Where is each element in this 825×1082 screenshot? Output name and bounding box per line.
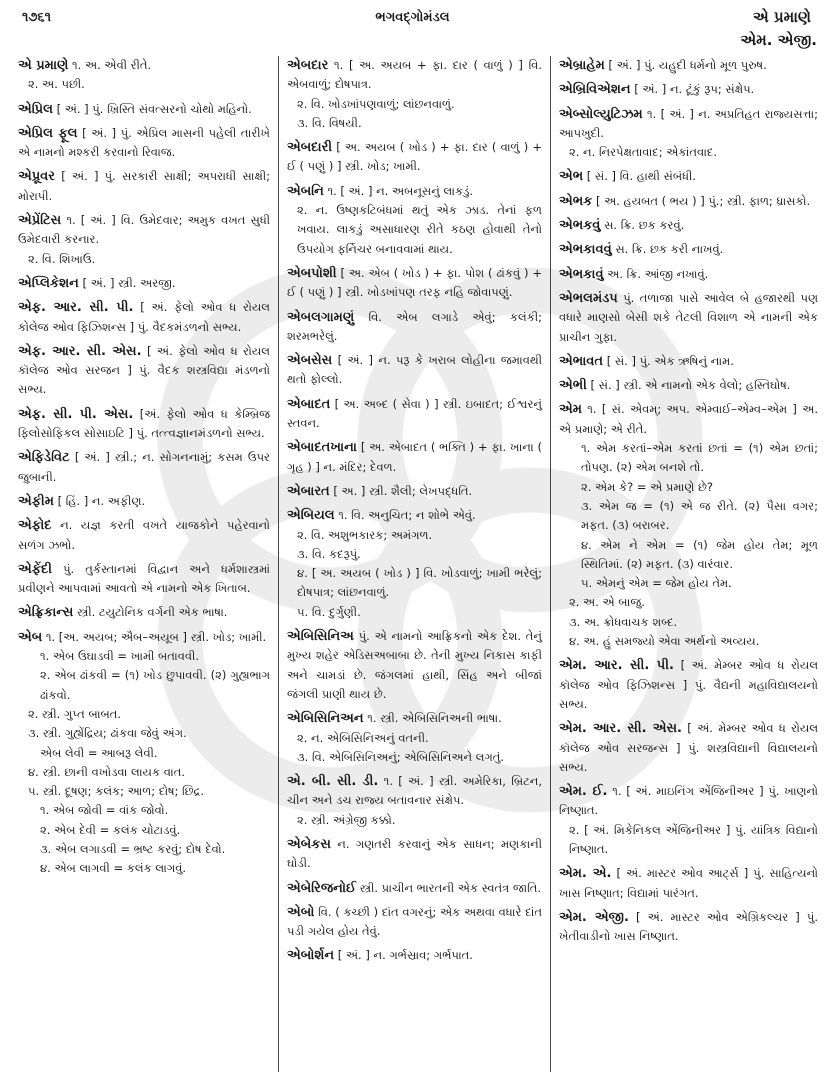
definition: ૧. [ અં. ] ન. અપ્રતિહત રાજ્યસત્તા; આપખુદી. [559, 106, 818, 140]
dictionary-entry [559, 908, 818, 947]
headword: એબાદત [287, 396, 331, 412]
definition: [ અં. ] સ્ત્રી. અરજી. [82, 275, 176, 290]
dictionary-entry [18, 405, 270, 444]
dictionary-entry [287, 56, 542, 133]
headword: એબ [18, 629, 43, 645]
headword: એ પ્રમાણે [18, 58, 69, 73]
headword: એબ્રાહેમ [559, 58, 605, 73]
sub-sense: ૨. ન. એબિસિનિઅનું વતની. [297, 730, 429, 745]
definition: પું. તુર્કસ્તાનમાં વિદ્વાન અને ધર્મશાસ્ત્રમાં પ્રવીણને આપવામાં આવતો એ નામનો એક ખિતાબ. [18, 561, 270, 596]
sub-sense: ૪. સ્ત્રી. છાની વખોડવા લાયક વાત. [28, 764, 185, 779]
sub-sense: ૩. સ્ત્રી. ગુહ્યેંદ્રિય; ઢાંકવા જેવું અંગ. [28, 726, 187, 741]
sub-sense: ૨. [ અં. મિકેનિકલ એંજિનીઅર ] પું. યાંત્રિક વિદ્યાનો નિષ્ણાત. [569, 822, 818, 856]
sub-sense: ૨. ન. નિરપેક્ષતાવાદ; એકાંતવાદ. [569, 145, 718, 160]
dictionary-entry [287, 709, 542, 767]
dictionary-entry [559, 105, 818, 163]
headword: એમ. આર. સી. એસ. [559, 721, 682, 737]
dictionary-entry [287, 835, 542, 874]
definition: [ અં. ] પું. સરકારી સાક્ષી; અપરાધી સાક્ષી; મોરાપી. [18, 169, 270, 203]
book-title: ભગવદ્ગોમંડલ [375, 10, 450, 25]
sub-sense: ૫. સ્ત્રી. દૂષણ; કલંક; આળ; દોષ; છિદ્ર. [28, 784, 205, 799]
headword: એબો [287, 904, 315, 920]
dictionary-entry [287, 308, 542, 347]
definition: [ અ. એબાદત ( ભક્તિ ) + ફા. ખાના ( ગૃહ ) ] ન. મંદિર; દેવળ. [287, 440, 543, 474]
headword: એબ્સોલ્યુટિઝમ [559, 106, 643, 122]
headword: એફ. સી. પી. એસ. [18, 406, 134, 422]
headword: એફીમ [18, 493, 54, 509]
dictionary-entry [18, 167, 270, 206]
definition: [ અં. મેમ્બર ઓવ ધ રોયલ કૉલેજ ઓવ સરજન્સ ] પું. શસ્ત્રવિદ્યાની વિદ્યાલયનો સભ્ય. [559, 721, 818, 774]
headword: એફોદ [18, 518, 52, 534]
headword: એમ [559, 402, 582, 418]
page-number: ૧૭૬૧ [22, 10, 52, 25]
headword: એપ્રૂવર [18, 169, 55, 185]
definition: [ અં. ] પું. ખ્રિસ્તિ સંવત્સરનો ચોથો મહિનો. [56, 101, 252, 116]
idiom-line: ૪. એમ ને એમ = (૧) જેમ હોય તેમ; મૂળ સ્થિતિમાં. (૨) મફત. (૩) વારંવાર. [581, 537, 818, 571]
definition: [ અ. ] સ્ત્રી. શૈલી; લેખપદ્ધતિ. [333, 483, 473, 498]
idiom-line: ૪. એબ લાગવી = કલંક લાગવું. [40, 861, 187, 876]
headword: એપ્રિલ ફૂલ [18, 125, 78, 141]
headword: એફિડેવિટ [18, 450, 70, 466]
dictionary-entry [559, 167, 818, 186]
definition: અ. ક્રિ. આંજી નખાવું. [607, 266, 709, 281]
definition: ૧. [અ. અયબ; ઐબ–અયૂબ ] સ્ત્રી. ખોડ; ખામી. [45, 629, 267, 644]
dictionary-entry [559, 240, 818, 259]
dictionary-entry [287, 903, 542, 942]
dictionary-entry [559, 80, 818, 99]
dictionary-entry [18, 603, 270, 622]
guide-word-last: એમ. એજી. [740, 31, 817, 49]
dictionary-entry [18, 56, 270, 95]
headword: એભકાવવું [559, 242, 612, 258]
sub-sense: ૩. અ. ક્રોધવાચક શબ્દ. [569, 614, 678, 629]
definition: પું. એ નામનો આફ્રિકનો એક દેશ. તેનું મુખ્ય શહેર એડિસઅબાબા છે. તેની મુખ્ય નિકાસ કાફી અને ચામડાં છે. જંગલમાં હાથી, સિંહ અને બીજાં જંગલી પ્રાણી થાય છે. [287, 629, 543, 701]
definition: [ અં. ફેલો ઓવ ધ રોયલ કૉલેજ ઓવ સરજન ] પું. વૈદક શસ્ત્રવિદ્યા મંડળનો સભ્ય. [18, 343, 270, 397]
headword: એફ. આર. સી. પી. [18, 300, 134, 316]
sub-sense: ૨. સ્ત્રી. ગુપ્ત બાબત. [28, 706, 122, 721]
dictionary-entry [559, 376, 818, 395]
definition: સ્ત્રી. પ્રાચીન ભારતની એક સ્વતંત્ર જાતિ. [359, 880, 541, 895]
dictionary-entry [18, 342, 270, 400]
definition: ન. ગણતરી કરવાનું એક સાધન; મણકાની ઘોડી. [287, 836, 542, 871]
dictionary-entry [559, 265, 818, 284]
sub-sense: ૨. અ. પછી. [28, 77, 85, 92]
sub-sense: ૨. અ. એ બાજુ. [569, 595, 645, 610]
sub-sense: ૩. વિ. કદરૂપું. [297, 546, 361, 561]
definition: [ અં. ] પું. યહુદી ધર્મનો મૂળ પુરુષ. [608, 58, 767, 72]
definition: [ અ. અબ્દ ( સેવા ) ] સ્ત્રી. ઇબાદત; ઈશ્વરનું સ્તવન. [287, 396, 542, 431]
idiom-line: ૧. એબ જોવી = વાંક જોવો. [40, 803, 169, 818]
dictionary-entry [18, 274, 270, 293]
headword: એમ. એજી. [559, 909, 629, 925]
sub-sense: ૩. વિ. વિષયી. [297, 115, 362, 130]
idiom-line: ૧. એમ કરતાં–એમ કરતાં છતાં = (૧) એમ છતાં; તોપણ. (૨) એમ બનશે તો. [581, 441, 818, 475]
dictionary-entry [287, 138, 542, 177]
definition: [ અ. એબ ( ખોડ ) + ફા. પોશ ( ઢાંકવું ) + ઈ ( પણું ) ] સ્ત્રી. ખોડખાંપણ તરફ નહિ જોવાપણું. [287, 265, 543, 300]
headword: એભલમંડપ [559, 290, 618, 306]
headword: એપ્રેંટિસ [18, 213, 62, 229]
headword: એબિસિનિઅ [287, 629, 354, 645]
dictionary-entry [559, 352, 818, 371]
dictionary-entry [287, 182, 542, 259]
definition: સ્ત્રી. ટયુટોનિક વર્ગની એક ભાષા. [77, 605, 228, 620]
headword: એબેરિજનોઈ [287, 880, 357, 896]
definition: ૧. [ અં. ] વિ. ઉમેદવાર; અમુક વખત સુધી ઉમેદવારી કરનાર. [18, 213, 271, 247]
headword: એપ્રિલ [18, 101, 53, 117]
headword: એમ. આર. સી. પી. [559, 658, 674, 674]
definition: [ અં. ] સ્ત્રી.; ન. સોગનનામું; કસમ ઉપર જુબાની. [18, 450, 270, 484]
headword: એભી [559, 378, 587, 394]
definition: [ સં. ] સ્ત્રી. એ નામનો એક વેલો; હસ્તિઘોષ. [590, 378, 791, 393]
dictionary-entry [559, 719, 818, 777]
dictionary-entry [287, 264, 542, 303]
sub-sense: ૩. વિ. એબિસિનિઅનું; એબિસિનિઅને લગતું. [297, 749, 505, 764]
definition: સ. ક્રિ. છક કરી નાખવું. [615, 242, 724, 257]
definition: [ અં. ] પું. એપ્રિલ માસની પહેલી તારીખે એ નામનો મશ્કરી કરવાનો રિવાજ. [18, 125, 271, 160]
definition: પું. તળાજા પાસે આવેલ બે હજારથી પણ વધારે માણસો બેસી શકે તેટલી વિશાળ એ નામની એક પ્રાચીન ગુફા. [559, 290, 818, 344]
dictionary-entry [559, 400, 818, 651]
definition: [ અં. ] ન. પરૂ કે ખરાબ લોહીના જમાવથી થતો ફોલ્લો. [287, 353, 543, 387]
idiom-line: ૩. એમ જ = (૧) એ જ રીતે. (૨) પૈસા વગર; મફત. (૩) બરાબર. [581, 498, 818, 533]
dictionary-entry [559, 782, 818, 859]
definition: [ અં. ] ન. ગર્ભસ્રાવ; ગર્ભપાત. [337, 948, 473, 963]
headword: એબલગામણું [287, 309, 355, 325]
idiom-line: એબ લેવી = આબરૂ લેવી. [40, 745, 158, 760]
dictionary-entry [559, 56, 818, 75]
definition: ૧. અ. એવી રીતે. [72, 58, 152, 72]
definition: ૧. [ અં. ] સ્ત્રી. અમેરિકા, બ્રિટન, ચીન અને ડચ રાજ્ય બતાવનાર સંક્ષેપ. [287, 774, 542, 808]
headword: એબોર્શન [287, 948, 335, 964]
definition: ૧. [ અં. ] ન. અબનૂસનું લાકડું. [327, 183, 474, 198]
dictionary-entry [287, 351, 542, 390]
definition: ન. યજ્ઞ કરતી વખતે યાજકોને પહેરવાનો સળંગ ઝભો. [18, 518, 270, 552]
headword: એફ્રિકાન્સ [18, 605, 74, 621]
dictionary-entry [559, 216, 818, 235]
dictionary-entry [18, 298, 270, 337]
sub-sense: ૨. વિ. શિખાઉ. [28, 251, 96, 266]
headword: એબદારી [287, 140, 333, 156]
headword: એભક [559, 193, 593, 209]
dictionary-entry [18, 124, 270, 163]
dictionary-entry [18, 560, 270, 599]
idiom-line: ૫. એમનું એમ = જેમ હોય તેમ. [581, 576, 732, 591]
dictionary-entry [18, 492, 270, 511]
definition: [ અં. મેમ્બર ઓવ ધ રોયલ કૉલેજ ઓવ ફિઝિશન્સ ] પું. વૈદ્યની મહાવિદ્યાલયનો સભ્ય. [559, 658, 818, 711]
dictionary-entry [559, 192, 818, 211]
dictionary-entry [287, 879, 542, 898]
dictionary-entry [287, 506, 542, 622]
sub-sense: ૪. અ. હું સમજ્યો એવા અર્થનો અવ્યય. [569, 634, 760, 649]
headword: એભાવત [559, 353, 604, 369]
definition: [ અં. ફેલો ઓવ ધ રોયલ કોલેજ ઓવ ફિઝિશન્સ ] પું. વૈદકમંડળનો સભ્ય. [18, 300, 270, 334]
dictionary-entry [287, 772, 542, 830]
definition: [ અં. માસ્ટર ઓવ આર્ટ્સ ] પું. સાહિત્યનો ખાસ નિષ્ણાત; વિદ્યામાં પારંગત. [559, 866, 818, 900]
dictionary-entry [559, 656, 818, 714]
headword: એબસેસ [287, 353, 333, 369]
sub-sense: ૨. વિ. અશુભકારક; અમંગળ. [297, 527, 433, 542]
idiom-line: ૧. એબ ઉઘાડવી = ખામી બતાવવી. [40, 649, 199, 664]
headword: એબપોશી [287, 265, 337, 281]
sub-sense: ૫. વિ. દુર્ગુણી. [297, 604, 361, 619]
definition: [ અ. હયબત ( ભય ) ] પું.; સ્ત્રી. ફાળ; ધ્રાસકો. [595, 193, 811, 208]
page-header [0, 0, 825, 58]
definition: ૧. [ અં. માઇનિંગ એંજિનીઅર ] પું. ખાણનો નિષ્ણાત. [559, 784, 818, 818]
headword: એ. બી. સી. ડી. [287, 774, 379, 790]
headword: એભ [559, 169, 584, 185]
idiom-line: ૨. એબ દેવી = કલંક ચોટાડવું. [40, 822, 181, 837]
headword: એબનિ [287, 183, 324, 199]
dictionary-entry [559, 289, 818, 347]
definition: [ હિં. ] ન. અફીણ. [57, 493, 146, 508]
headword: એભકાવું [559, 266, 604, 282]
dictionary-entry [287, 482, 542, 501]
guide-word-first: એ પ્રમાણે [752, 8, 811, 26]
sub-sense: ૪. [ અ. અયબ ( ખોડ ) ] વિ. ખોડવાળું; ખામી ભરેલું; દોષપાત્ર; લાંછનવાળું. [297, 566, 542, 600]
definition: [ અ. અયબ ( ખોડ ) + ફા. દાર ( વાળું ) + ઈ ( પણું ) ] સ્ત્રી. ખોડ; ખામી. [287, 140, 542, 174]
sub-sense: ૨. ન. ઉષ્ણકટિબંધમાં થતું એક ઝાડ. તેનાં ફળ ખવાય. લાકડું અસાધારણ રીતે કઠણ હોવાથી તેનો ઉપયોગ ફર્નિચર બનાવવામાં થાય. [297, 203, 542, 256]
dictionary-entry [287, 395, 542, 434]
sub-sense: ૨. સ્ત્રી. અંગ્રેજી કક્કો. [297, 812, 396, 827]
headword: એબાદતખાના [287, 440, 357, 456]
definition: ૧. [ અ. અયબ + ફા. દાર ( વાળું ) ] વિ. એબવાળું; દોષપાત્ર. [287, 58, 543, 92]
idiom-line: ૨. એબ ઢાંકવી = (૧) ખોડ છુપાવવી. (૨) ગુહ્યભાગ ઢાંકવો. [40, 668, 270, 702]
definition: સ. ક્રિ. છક કરવું. [604, 218, 685, 233]
definition: ૧. વિ. અનુચિત; ન શોભે એવું. [338, 508, 476, 523]
headword: એભકવું [559, 218, 601, 234]
sub-sense: ૨. વિ. ખોડખાંપણવાળું; લાંછનવાળું. [297, 96, 455, 111]
dictionary-entry [18, 211, 270, 269]
headword: એપ્લિકેશન [18, 275, 79, 291]
headword: એબેકસ [287, 836, 331, 852]
definition: ૧. [ સં. એવમ્; અપ. એમ્વાઈ–એમ્વ–એમ ] અ. એ પ્રમાણે; એ રીતે. [559, 402, 818, 436]
dictionary-entry [18, 100, 270, 119]
dictionary-entry [18, 516, 270, 555]
headword: એબિસિનિઅન [287, 711, 364, 727]
definition: વિ. એબ લગાડે એવું; કલંકી; શરમભરેલું. [287, 309, 542, 343]
definition: [અં. ફેલો ઓવ ધ કેમ્બ્રિજ ફિલોસોફિકલ સોસાઇટિ ] પું. તત્ત્વજ્ઞાનમંડળનો સભ્ય. [18, 406, 270, 441]
dictionary-columns [18, 56, 818, 1072]
headword: એબ્રિવિએશન [559, 82, 631, 98]
headword: એબારત [287, 483, 330, 499]
dictionary-entry [287, 438, 542, 477]
headword: એમ. ઈ. [559, 784, 608, 800]
column-1 [18, 56, 278, 1072]
headword: એબિયલ [287, 508, 335, 524]
definition: ૧. સ્ત્રી. એબિસિનિઅની ભાષા. [367, 711, 502, 726]
headword: એબદાર [287, 58, 329, 73]
headword: એમ. એ. [559, 866, 612, 882]
definition: [ સં. ] વિ. હાથી સંબંધી. [586, 169, 696, 184]
definition: વિ. ( કચ્છી ) દાંત વગરનું; એક અથવા વધારે દાંત પડી ગયેલ હોય તેવું. [287, 904, 542, 939]
column-2 [278, 56, 550, 1072]
dictionary-entry [287, 946, 542, 965]
dictionary-entry [18, 628, 270, 879]
dictionary-entry [287, 627, 542, 704]
definition: [ સં. ] પું. એક ઋષિનું નામ. [606, 353, 734, 368]
definition: [ અં. માસ્ટર ઓવ એગ્રિકલ્ચર ] પું. ખેતીવાડીનો ખાસ નિષ્ણાત. [559, 909, 818, 944]
idiom-line: ૩. એબ લગાડવી = ભ્રષ્ટ કરવું; દોષ દેવો. [40, 841, 226, 856]
definition: [ અં. ] ન. ટૂંકું રૂપ; સંક્ષેપ. [634, 82, 755, 97]
headword: એફેંદી [18, 561, 52, 577]
dictionary-entry [18, 448, 270, 487]
dictionary-entry [559, 864, 818, 903]
idiom-line: ૨. એમ કે? = એ પ્રમાણે છે? [581, 479, 714, 494]
headword: એફ. આર. સી. એસ. [18, 343, 142, 359]
column-3 [550, 56, 818, 1072]
